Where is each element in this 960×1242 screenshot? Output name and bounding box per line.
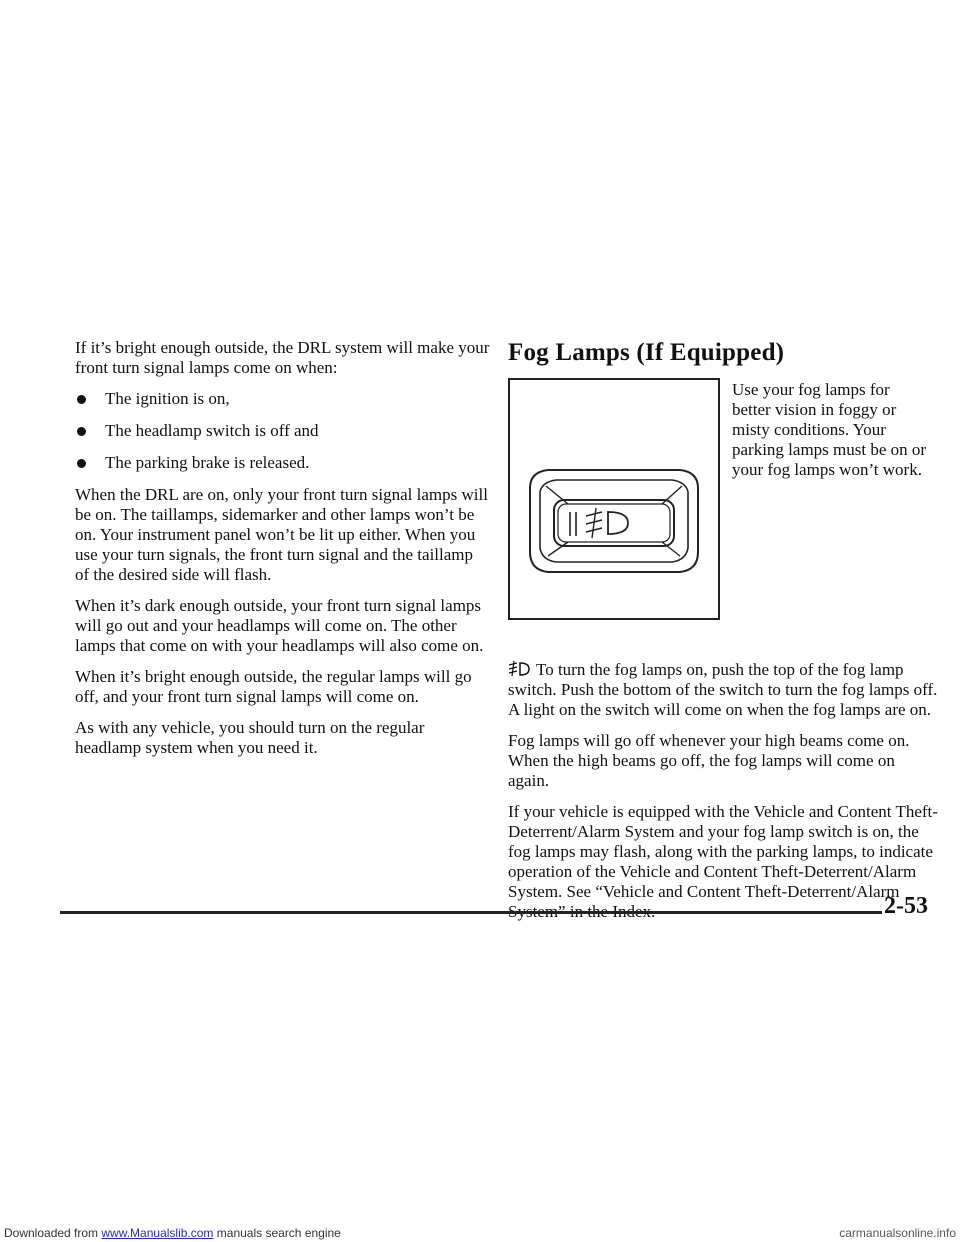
source-credit: Downloaded from www.Manualslib.com manuals search engine xyxy=(4,1226,341,1240)
footer-rule xyxy=(60,911,882,914)
drl-intro: If it’s bright enough outside, the DRL system will make your front turn signal lamps come on when: xyxy=(75,338,490,377)
fog-lamp-switch-icon xyxy=(510,380,718,618)
bullet-icon xyxy=(77,395,86,404)
fog-lamp-switch-figure xyxy=(508,378,720,620)
figure-row xyxy=(508,378,940,650)
list-item: The headlamp switch is off and xyxy=(75,421,490,441)
watermark: carmanualsonline.info xyxy=(839,1226,956,1240)
fog-lamp-symbol-icon xyxy=(508,660,530,678)
body-paragraph: If your vehicle is equipped with the Vehicle and Content Theft-Deterrent/Alarm System and your fog lamp switch is on, the fog lamps may flash, along with the parking lamps, to indicate operation of the Vehicle and Content Theft-Deterrent/Alarm System. See “Vehicle and Content Theft-Deterrent/Alarm xyxy=(508,802,938,901)
page-number: 2-53 xyxy=(884,893,928,919)
body-paragraph: As with any vehicle, you should turn on the regular headlamp system when you need it. xyxy=(75,718,425,757)
figure-caption: Use your fog lamps for better vision in foggy or misty conditions. Your parking lamps must be on or your fog lamps won’t work. xyxy=(732,380,927,479)
bullet-icon xyxy=(77,427,86,436)
list-item: The parking brake is released. xyxy=(75,453,490,473)
body-paragraph: When the DRL are on, only your front turn signal lamps will be on. The taillamps, sidemarker and other lamps won’t be on. Your instrument panel won’t be lit up either. When you use your turn signals, the front turn signal and the taillamp of the desired side will flash. xyxy=(75,485,488,584)
section-heading: Fog Lamps (If Equipped) xyxy=(508,339,785,366)
right-column xyxy=(508,338,940,933)
fog-lamp-instructions: To turn the fog lamps on, push the top of the fog lamp switch. Push the bottom of the switch to turn the fog lamps off. A light on the switch will come on when the fog lamps are on. xyxy=(508,660,938,719)
bullet-icon xyxy=(77,459,86,468)
source-bar xyxy=(0,1224,960,1242)
drl-conditions-list xyxy=(75,389,490,473)
body-paragraph: When it’s bright enough outside, the regular lamps will go off, and your front turn signal lamps will come on. xyxy=(75,667,472,706)
list-item: The ignition is on, xyxy=(75,389,490,409)
manualslib-link[interactable]: www.Manualslib.com xyxy=(101,1226,214,1240)
body-paragraph: Fog lamps will go off whenever your high beams come on. When the high beams go off, the fog lamps will come on again. xyxy=(508,731,910,790)
left-column xyxy=(75,338,490,769)
body-paragraph: When it’s dark enough outside, your front turn signal lamps will go out and your headlamps will come on. The other lamps that come on with your headlamps will also come on. xyxy=(75,596,484,655)
